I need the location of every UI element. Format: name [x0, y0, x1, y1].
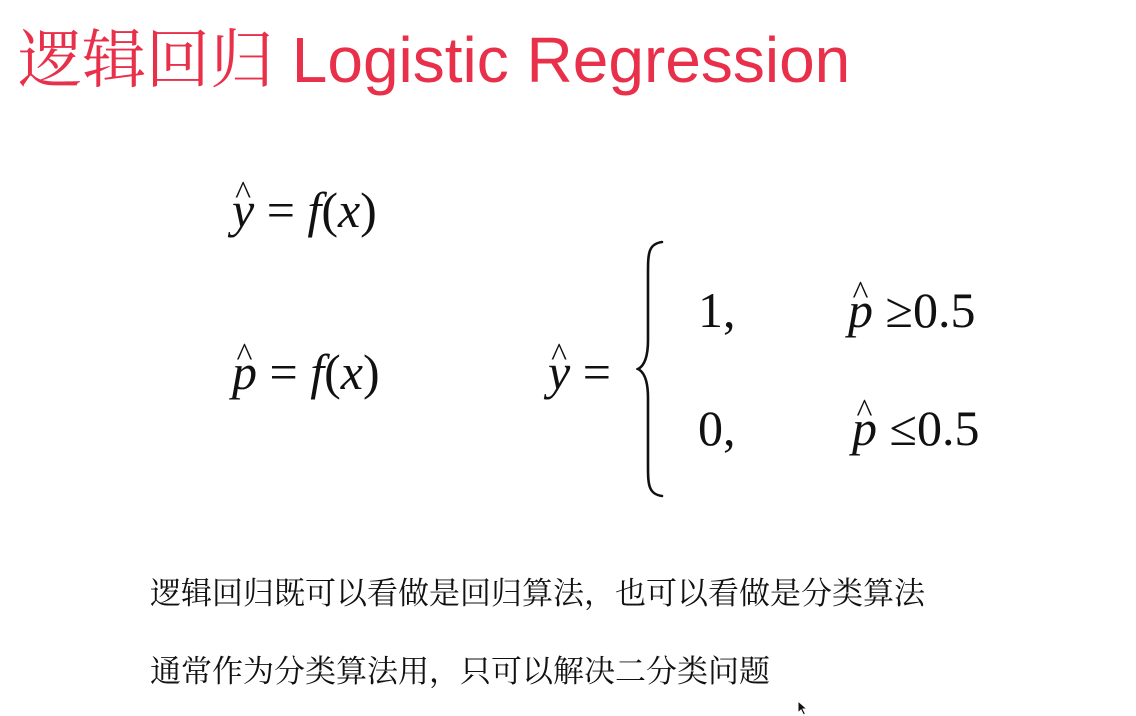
case-2-value: 0,	[698, 400, 736, 456]
variable-x: x	[340, 344, 363, 400]
p-hat-symbol: ^ p	[232, 342, 257, 402]
right-paren: )	[362, 344, 380, 400]
p-hat-symbol: ^ p	[852, 398, 877, 458]
formula-p-hat	[232, 342, 380, 402]
p-hat-symbol: ^ p	[848, 280, 873, 340]
y-hat-symbol: ^ y	[548, 342, 570, 402]
case-1-condition	[848, 280, 975, 340]
slide-title: 逻辑回归 Logistic Regression	[18, 24, 851, 96]
case-2-condition	[852, 398, 979, 458]
function-f: f	[310, 344, 325, 400]
equals-sign: =	[582, 344, 611, 400]
threshold-value: 0.5	[916, 400, 980, 456]
case-1-value: 1,	[698, 282, 736, 338]
note-line-1: 逻辑回归既可以看做是回归算法，也可以看做是分类算法	[150, 576, 925, 612]
variable-x: x	[337, 182, 361, 238]
equals-sign: =	[269, 344, 298, 400]
equals-sign: =	[266, 182, 295, 238]
mouse-cursor-icon	[797, 700, 809, 716]
function-f: f	[307, 182, 322, 238]
left-paren: (	[324, 344, 341, 400]
less-equal-sign: ≤	[889, 400, 917, 456]
threshold-value: 0.5	[912, 282, 976, 338]
note-line-2: 通常作为分类算法用，只可以解决二分类问题	[150, 654, 770, 690]
piecewise-lhs	[548, 342, 611, 402]
left-brace-icon	[636, 240, 666, 498]
greater-equal-sign: ≥	[885, 282, 913, 338]
formula-y-hat	[232, 180, 377, 240]
y-hat-symbol: ^ y	[232, 180, 254, 240]
left-paren: (	[321, 182, 338, 238]
right-paren: )	[360, 182, 377, 238]
